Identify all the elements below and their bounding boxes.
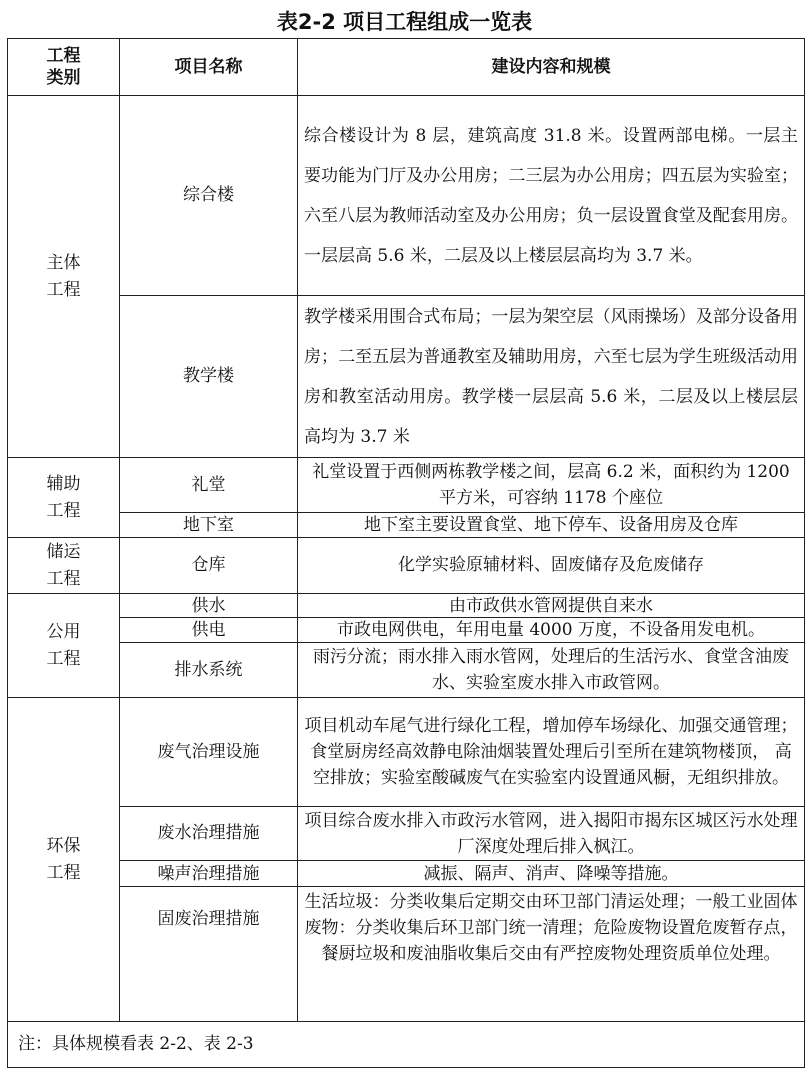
category-cell: 辅助工程	[8, 458, 120, 538]
content-cell: 生活垃圾：分类收集后定期交由环卫部门清运处理；一般工业固体废物：分类收集后环卫部门统一清理；危险废物设置危废暂存点，餐厨垃圾和废油脂收集后交由有严控废物处理资质单位处理。	[298, 887, 805, 1022]
category-cell: 环保工程	[8, 698, 120, 1022]
note-row	[8, 1022, 805, 1068]
content-cell: 综合楼设计为 8 层，建筑高度 31.8 米。设置两部电梯。一层主要功能为门厅及办公用房；二三层为办公用房；四五层为实验室；六至八层为教师活动室及办公用房；负一层设置食堂及配套用房。一层层高 5.6 米，二层及以上楼层层高均为 3.7 米。	[298, 96, 805, 296]
project-name-cell: 礼堂	[120, 458, 298, 513]
project-name-cell: 废水治理措施	[120, 807, 298, 861]
table-row	[8, 698, 805, 807]
content-cell: 教学楼采用围合式布局；一层为架空层（风雨操场）及部分设备用房；二至五层为普通教室及辅助用房，六至七层为学生班级活动用房和教室活动用房。教学楼一层层高 5.6 米，二层及以上楼层层高均为 3.7 米	[298, 296, 805, 458]
content-cell: 化学实验原辅材料、固废储存及危废储存	[298, 538, 805, 594]
project-name-cell: 排水系统	[120, 643, 298, 698]
content-cell: 由市政供水管网提供自来水	[298, 594, 805, 618]
header-row	[8, 39, 805, 96]
category-cell: 公用工程	[8, 594, 120, 698]
content-cell: 减振、隔声、消声、降噪等措施。	[298, 861, 805, 887]
content-cell: 项目机动车尾气进行绿化工程，增加停车场绿化、加强交通管理；食堂厨房经高效静电除油烟装置处理后引至所在建筑物楼顶， 高空排放；实验室酸碱废气在实验室内设置通风橱，无组织排放。	[298, 698, 805, 807]
content-cell: 项目综合废水排入市政污水管网，进入揭阳市揭东区城区污水处理厂深度处理后排入枫江。	[298, 807, 805, 861]
table-row	[8, 96, 805, 296]
project-name-cell: 教学楼	[120, 296, 298, 458]
table-row	[8, 618, 805, 643]
category-cell: 储运工程	[8, 538, 120, 594]
table-row	[8, 296, 805, 458]
table-row	[8, 538, 805, 594]
project-name-cell: 噪声治理措施	[120, 861, 298, 887]
table-row	[8, 513, 805, 538]
content-cell: 雨污分流；雨水排入雨水管网，处理后的生活污水、食堂含油废水、实验室废水排入市政管网。	[298, 643, 805, 698]
table-row	[8, 887, 805, 1022]
table-row	[8, 643, 805, 698]
project-name-cell: 综合楼	[120, 96, 298, 296]
category-cell: 主体工程	[8, 96, 120, 458]
content-cell: 礼堂设置于西侧两栋教学楼之间，层高 6.2 米，面积约为 1200 平方米，可容纳 1178 个座位	[298, 458, 805, 513]
project-name-cell: 固废治理措施	[120, 887, 298, 1022]
content-cell: 市政电网供电，年用电量 4000 万度，不设备用发电机。	[298, 618, 805, 643]
table-note: 注：具体规模看表 2-2、表 2-3	[8, 1022, 805, 1068]
table-row	[8, 458, 805, 513]
project-composition-table	[7, 38, 805, 1068]
project-name-cell: 仓库	[120, 538, 298, 594]
table-row	[8, 594, 805, 618]
table-row	[8, 807, 805, 861]
table-row	[8, 861, 805, 887]
header-category: 工程类别	[8, 39, 120, 96]
project-name-cell: 地下室	[120, 513, 298, 538]
project-name-cell: 废气治理设施	[120, 698, 298, 807]
header-content: 建设内容和规模	[298, 39, 805, 96]
content-cell: 地下室主要设置食堂、地下停车、设备用房及仓库	[298, 513, 805, 538]
header-name: 项目名称	[120, 39, 298, 96]
project-name-cell: 供水	[120, 594, 298, 618]
project-name-cell: 供电	[120, 618, 298, 643]
table-title: 表2-2 项目工程组成一览表	[276, 10, 533, 34]
